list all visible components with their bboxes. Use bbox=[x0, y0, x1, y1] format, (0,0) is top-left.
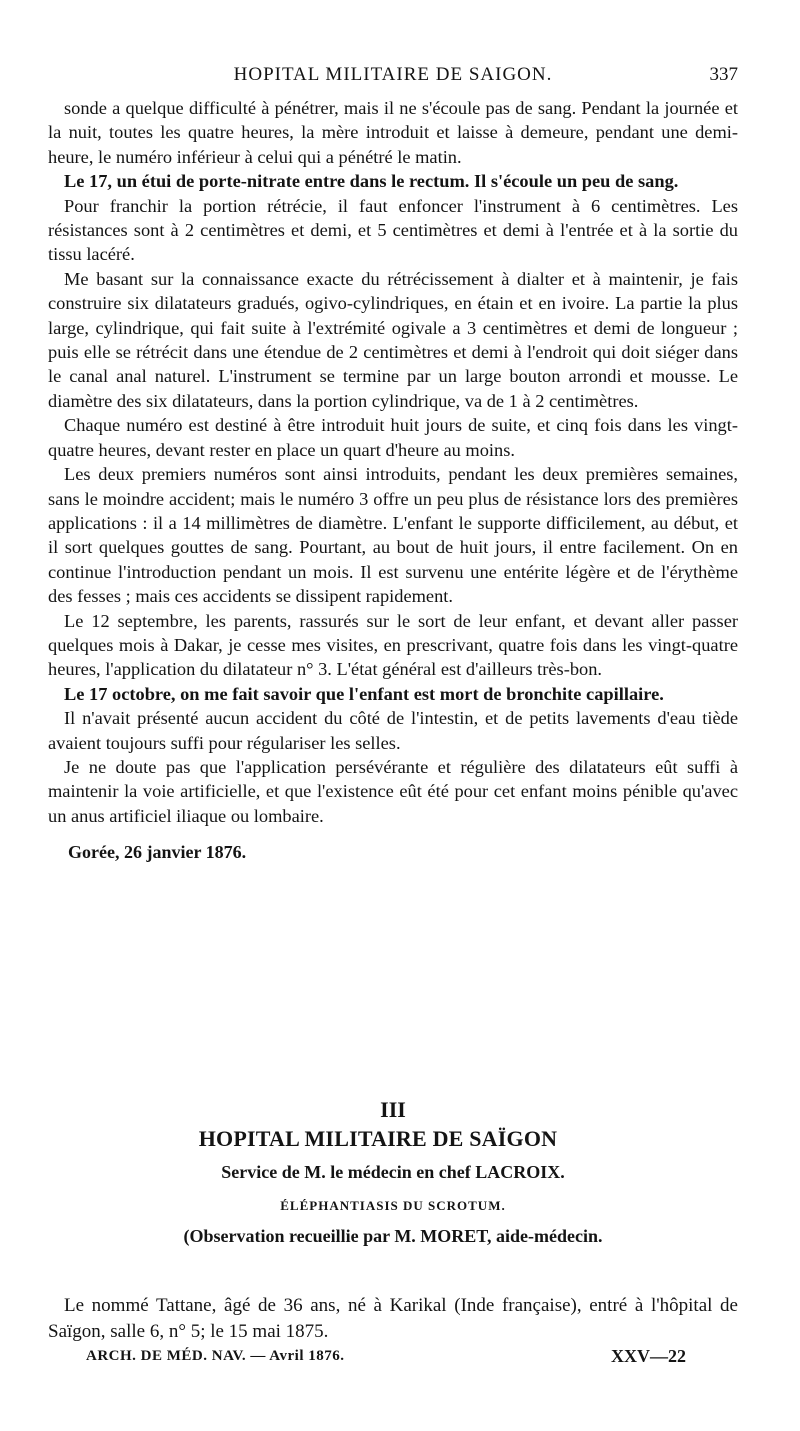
paragraph-12-septembre: Le 12 septembre, les parents, rassurés sur le sort de leur enfant, et devant aller passer quelques mois à Dakar, je cesse mes visites, en prescrivant, quatre fois dans les vingt-quatre heures, l'application du dilatateur n° 3. L'état général est d'ailleurs très-bon. bbox=[48, 610, 738, 680]
case-title: ÉLÉPHANTIASIS DU SCROTUM. bbox=[280, 1198, 506, 1213]
paragraph-premiers-numeros: Les deux premiers numéros sont ainsi introduits, pendant les deux premières semaines, sans le moindre accident; mais le numéro 3 offre un peu plus de résistance lors des premières applications : il a 14 millimètres de diamètre. L'enfant le supporte difficilement, au début, et il sort quelques gouttes de sang. Pourtant, au bout de huit jours, il entre facilement. On en continue l'introduction pendant un mois. Il est survenu une entérite légère et de l'érythème des fesses ; mais ces accidents se dissipent rapidement. bbox=[48, 464, 738, 607]
intro-block bbox=[48, 1293, 738, 1345]
section-title: HOPITAL MILITAIRE DE SAÏGON bbox=[198, 1126, 558, 1151]
page-footer bbox=[86, 1346, 686, 1370]
page-number: 337 bbox=[709, 64, 738, 85]
section-heading bbox=[48, 1096, 738, 1248]
paragraph-chaque-numero: Chaque numéro est destiné à être introduit huit jours de suite, et cinq fois dans les vingt-quatre heures, devant rester en place un quart d'heure au moins. bbox=[48, 415, 738, 460]
journal-reference: ARCH. DE MÉD. NAV. — Avril 1876. bbox=[86, 1348, 345, 1364]
paragraph-sonde: sonde a quelque difficulté à pénétrer, mais il ne s'écoule pas de sang. Pendant la journée et la nuit, toutes les quatre heures, la mère introduit et laisse à demeure, pendant une demi-heure, le numéro inférieur à celui qui a pénétré le matin. bbox=[48, 98, 738, 167]
body-text bbox=[48, 96, 738, 864]
paragraph-franchir: Pour franchir la portion rétrécie, il faut enfoncer l'instrument à 6 centimètres. Les résistances sont à 2 centimètres et demi, et 5 centimètres et demi à l'entrée et à la sortie du tissu lacéré. bbox=[48, 195, 738, 265]
paragraph-conclusion: Je ne doute pas que l'application persévérante et régulière des dilatateurs eût suffi à maintenir la voie artificielle, et que l'existence eût été pour cet enfant moins pénible qu'avec un anus artificiel iliaque ou lombaire. bbox=[48, 756, 738, 826]
paragraph-le-17: Le 17, un étui de porte-nitrate entre dans le rectum. Il s'écoule un peu de sang. bbox=[64, 171, 679, 192]
page-header bbox=[48, 64, 738, 88]
paragraph-accident: Il n'avait présenté aucun accident du côté de l'intestin, et de petits lavements d'eau tiède avaient toujours suffi pour régulariser les selles. bbox=[48, 708, 738, 753]
signoff-date: Gorée, 26 janvier 1876. bbox=[68, 842, 247, 863]
observer-line: (Observation recueillie par M. MORET, aide-médecin. bbox=[183, 1226, 603, 1246]
signature-mark: XXV—22 bbox=[611, 1346, 686, 1366]
intro-paragraph: Le nommé Tattane, âgé de 36 ans, né à Karikal (Inde française), entré à l'hôpital de Saïgon, salle 6, n° 5; le 15 mai 1875. bbox=[48, 1295, 738, 1342]
section-number: III bbox=[380, 1097, 406, 1122]
section-subtitle: Service de M. le médecin en chef LACROIX. bbox=[221, 1162, 565, 1182]
paragraph-17-octobre: Le 17 octobre, on me fait savoir que l'enfant est mort de bronchite capillaire. bbox=[64, 683, 664, 704]
paragraph-dilatateurs: Me basant sur la connaissance exacte du rétrécissement à dialter et à maintenir, je fais construire six dilatateurs gradués, ogivo-cylindriques, en étain et en ivoire. La partie la plus large, cylindrique, qui fait suite à l'extrémité ogivale a 3 centimètres et demi de longueur ; puis elle se rétrécit dans une étendue de 2 centimètres et demi à l'endroit qui doit siéger dans le canal anal naturel. L'instrument se termine par un large bouton arrondi et mousse. Le diamètre des six dilatateurs, dans la portion cylindrique, va de 1 à 2 centimètres. bbox=[48, 268, 738, 411]
running-title: HOPITAL MILITAIRE DE SAIGON. bbox=[233, 64, 553, 85]
